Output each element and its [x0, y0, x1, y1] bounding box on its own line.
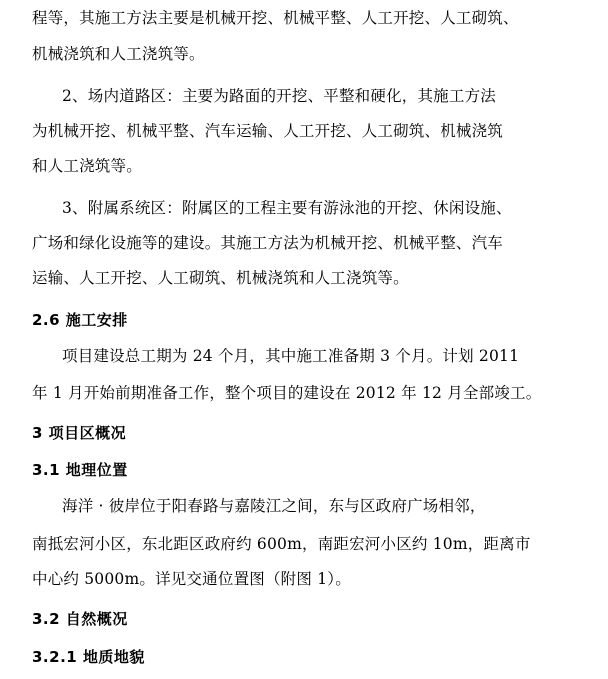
- text-line: 2、场内道路区：主要为路面的开挖、平整和硬化，其施工方法: [62, 87, 496, 105]
- text-line: 广场和绿化设施等的建设。其施工方法为机械开挖、机械平整、汽车: [32, 234, 504, 252]
- text-line: 海洋 · 彼岸位于阳春路与嘉陵江之间，东与区政府广场相邻，: [62, 497, 486, 515]
- section-heading: 3.2 自然概况: [32, 610, 128, 628]
- text-line: 运输、人工开挖、人工砌筑、机械浇筑和人工浇筑等。: [32, 269, 409, 287]
- text-line: 程等，其施工方法主要是机械开挖、机械平整、人工开挖、人工砌筑、: [32, 9, 519, 27]
- section-heading: 3.1 地理位置: [32, 461, 128, 479]
- text-line: 机械浇筑和人工浇筑等。: [32, 45, 205, 63]
- text-line: 项目建设总工期为 24 个月，其中施工准备期 3 个月。计划 2011: [62, 347, 520, 365]
- text-line: 3、附属系统区：附属区的工程主要有游泳池的开挖、休闲设施、: [62, 199, 512, 217]
- text-line: 中心约 5000m。详见交通位置图（附图 1）。: [32, 570, 351, 588]
- text-line: 和人工浇筑等。: [32, 157, 142, 175]
- section-heading: 3.2.1 地质地貌: [32, 648, 145, 666]
- section-heading: 3 项目区概况: [32, 424, 127, 442]
- text-line: 年 1 月开始前期准备工作，整个项目的建设在 2012 年 12 月全部竣工。: [32, 384, 542, 402]
- text-line: 南抵宏河小区，东北距区政府约 600m，南距宏河小区约 10m，距离市: [32, 535, 531, 553]
- section-heading: 2.6 施工安排: [32, 311, 128, 329]
- text-line: 为机械开挖、机械平整、汽车运输、人工开挖、人工砌筑、机械浇筑: [32, 122, 504, 140]
